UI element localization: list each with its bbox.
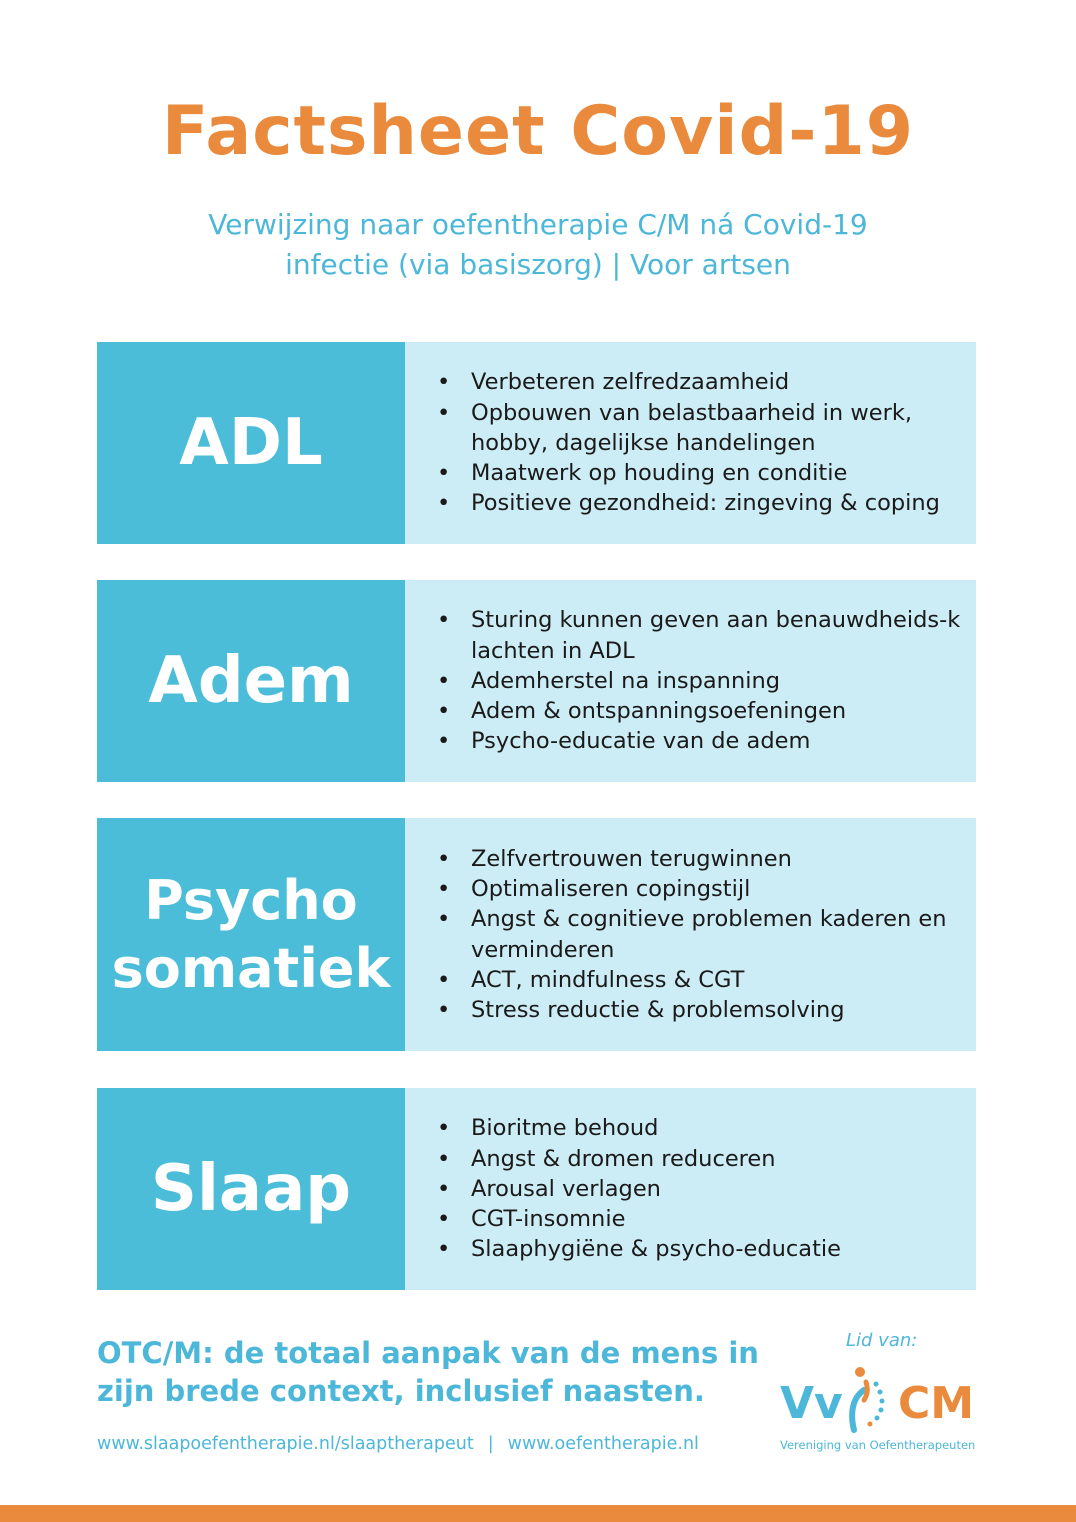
list-item: • Maatwerk op houding en conditie (431, 458, 941, 488)
list-item: • Positieve gezondheid: zingeving & coping (431, 488, 941, 518)
block-content-slaap (405, 1088, 976, 1290)
block-label-psychosomatiek (97, 818, 405, 1051)
list-item: • ACT, mindfulness & CGT (431, 965, 971, 995)
page-title: Factsheet Covid-19 (161, 92, 915, 171)
subtitle-line-2: infectie (via basiszorg) | Voor artsen (285, 248, 791, 281)
block-label-text: Adem (148, 644, 354, 718)
block-label-text: ADL (179, 406, 323, 480)
subtitle (0, 205, 1076, 285)
bullet-list (431, 1113, 841, 1264)
block-psychosomatiek (97, 818, 976, 1051)
footer-link-slaapoefentherapie[interactable]: www.slaapoefentherapie.nl/slaaptherapeut (97, 1434, 474, 1454)
list-item: • Optimaliseren copingstijl (431, 874, 971, 904)
list-item: • Arousal verlagen (431, 1174, 841, 1204)
footer-links (97, 1434, 699, 1454)
list-item: • Verbeteren zelfredzaamheid (431, 367, 941, 397)
tagline: OTC/M: de totaal aanpak van de mens in zijn brede context, inclusief naasten. (97, 1336, 759, 1408)
block-content-psychosomatiek (405, 818, 976, 1051)
footer-link-oefentherapie[interactable]: www.oefentherapie.nl (507, 1434, 699, 1454)
block-label-slaap (97, 1088, 405, 1290)
list-item: • CGT-insomnie (431, 1204, 841, 1234)
bullet-list (431, 605, 961, 756)
logo-cm-text: CM (898, 1378, 975, 1429)
block-label-line-2: somatiek (111, 936, 391, 1000)
vvocm-logo (778, 1362, 978, 1452)
list-item: • Angst & dromen reduceren (431, 1144, 841, 1174)
figure-icon (840, 1362, 900, 1438)
logo-vv-text: Vv (780, 1378, 843, 1429)
block-content-adem (405, 580, 976, 782)
footer-separator: | (487, 1434, 494, 1454)
block-label-line-1: Psycho (144, 868, 358, 932)
list-item: • Angst & cognitieve problemen kaderen en verminderen (431, 904, 971, 965)
list-item: • Zelfvertrouwen terugwinnen (431, 844, 971, 874)
block-label-text: Slaap (150, 1152, 352, 1226)
list-item: • Slaaphygiëne & psycho-educatie (431, 1234, 841, 1264)
block-label-adem (97, 580, 405, 782)
list-item: • Bioritme behoud (431, 1113, 841, 1143)
list-item: • Stress reductie & problemsolving (431, 995, 971, 1025)
list-item: • Ademherstel na inspanning (431, 666, 961, 696)
subtitle-line-1: Verwijzing naar oefentherapie C/M ná Covid-19 (208, 208, 868, 241)
block-adl (97, 342, 976, 544)
list-item: • Opbouwen van belastbaarheid in werk, hobby, dagelijkse handelingen (431, 398, 941, 459)
list-item: • Sturing kunnen geven aan benauwdheids-klachten in ADL (431, 605, 961, 666)
block-label-adl (97, 342, 405, 544)
block-content-adl (405, 342, 976, 544)
logo-org-name: Vereniging van Oefentherapeuten (780, 1438, 976, 1452)
list-item: • Adem & ontspanningsoefeningen (431, 696, 961, 726)
lid-van-label: Lid van: (846, 1330, 918, 1351)
block-slaap (97, 1088, 976, 1290)
block-adem (97, 580, 976, 782)
bullet-list (431, 844, 971, 1026)
bullet-list (431, 367, 941, 518)
list-item: • Psycho-educatie van de adem (431, 726, 961, 756)
bottom-accent-bar (0, 1505, 1076, 1522)
